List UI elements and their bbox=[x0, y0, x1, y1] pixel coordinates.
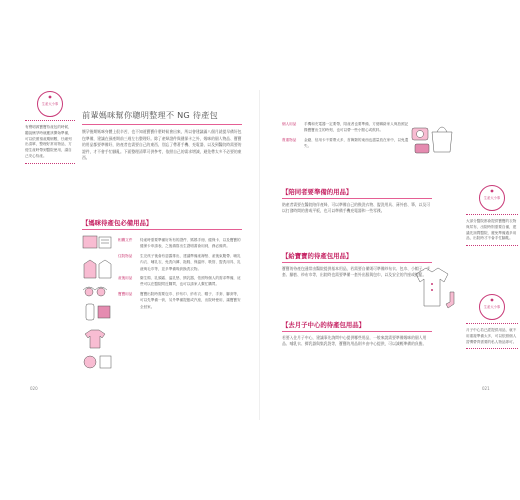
page-title: 前輩媽咪幫你聰明整理不 NG 待產包 bbox=[82, 110, 218, 120]
item-text: 金錢、信用卡不要帶太多，首飾類的東西也盡量放在家中，以免遺失。 bbox=[304, 137, 409, 149]
right-page bbox=[260, 0, 520, 500]
divider bbox=[466, 323, 518, 324]
side-note-text: 有聲明源寶寶待產包的時候，聽說懷孕時就應該開始準備，可以依照預產期倒數，仔細列出清單，整理好常用物品，方便生產時帶到醫院使用，讓自己安心待產。 bbox=[25, 125, 72, 158]
section-rule bbox=[282, 331, 432, 332]
bag-camera-illustration bbox=[410, 118, 456, 158]
item-text: 衛生棉、乳頭霜、溢乳墊、擠乳器，依照每個人的需求準備，這些可以在醫院附近購買，也可以請家人幫忙購買。 bbox=[140, 276, 241, 287]
list-item bbox=[118, 291, 242, 310]
flower-icon bbox=[48, 95, 52, 99]
item-list bbox=[118, 234, 242, 310]
page-number: 021 bbox=[482, 386, 490, 391]
divider bbox=[466, 214, 518, 215]
section-text: 陪產者需要在醫院陪伴產婦，可以準備自己的換洗衣物、盥洗用具、薄外套、筆，以及可以打發時間的書或平板，也可以準備手機充電器和一些零錢。 bbox=[282, 201, 431, 214]
section-heading: 【媽咪待產包必備用品】 bbox=[82, 219, 153, 227]
document-icon bbox=[83, 236, 111, 248]
tip-badge bbox=[479, 185, 505, 211]
flower-icon bbox=[490, 298, 494, 302]
item-key: 貴重物品 bbox=[282, 137, 297, 142]
side-note-text: 月子中心若已經提供用品，就不用重複準備太多，可以依照個人習慣帶齊需要的私人物品即可。 bbox=[466, 328, 517, 344]
item-key: 寶寶用品 bbox=[118, 291, 133, 296]
clothes-icon bbox=[84, 260, 111, 278]
item-key: 個人用品 bbox=[282, 122, 297, 126]
divider bbox=[25, 120, 75, 121]
wallet-icon bbox=[415, 144, 429, 153]
item-key: 產後用品 bbox=[118, 276, 133, 281]
bra-icon bbox=[83, 287, 107, 296]
page-title-block bbox=[82, 110, 242, 125]
section-text: 寶寶的待產包通常由醫院提供基本用品，若需要自備則可準備紗布衣、包巾、小帽子、手套、腳套、紗布巾等，出院時也需要準備一套外出服與包巾，以及安全的汽座或提籃。 bbox=[282, 265, 431, 278]
divider bbox=[25, 163, 75, 164]
divider bbox=[466, 245, 518, 246]
item-text: 寶寶出院時需要包巾、紗布巾、紗布衣、帽子、手套、腳套等，可以先準備一套，另外準備提籃或汽座，出院時使用，讓寶寶安全回家。 bbox=[140, 291, 241, 309]
list-item bbox=[118, 237, 242, 250]
baby-clothes-illustration bbox=[410, 266, 460, 314]
section-heading: 【給寶寶的待產包用品】 bbox=[282, 252, 353, 260]
baby-onesie-icon bbox=[85, 330, 105, 348]
page-number: 020 bbox=[30, 386, 38, 391]
bag-icon bbox=[432, 127, 452, 152]
item-key: 住院物品 bbox=[118, 253, 133, 258]
list-item bbox=[282, 121, 410, 134]
list-item bbox=[282, 137, 410, 150]
list-item bbox=[118, 275, 242, 288]
badge-label: 生產大小事 bbox=[41, 102, 59, 106]
upper-items bbox=[282, 118, 410, 150]
section-heading: 【陪同者要準備的用品】 bbox=[282, 188, 353, 196]
section-mom-essentials bbox=[82, 218, 242, 230]
badge-label: 生產大小事 bbox=[483, 196, 501, 200]
bottle-icon bbox=[86, 304, 110, 320]
bib-icon bbox=[84, 356, 111, 368]
right-side-note-1 bbox=[466, 185, 518, 246]
sock-icon bbox=[446, 292, 454, 308]
divider bbox=[466, 348, 518, 349]
left-side-note bbox=[25, 91, 75, 164]
item-text: 手機和充電器一定要帶，陪產者也要準備，方便聯絡家人與拍照記錄寶寶出生的時刻，也可以帶一些小點心或飲料。 bbox=[304, 122, 409, 133]
item-text: 生完孩子後會有惡露排出，建議準備產褥墊、產後束腹帶、哺乳內衣、哺乳衣、免洗內褲、拖鞋、保溫杯、吸管、盥洗用具、乳液與毛巾等，並多準備幾套換洗衣物。 bbox=[140, 253, 241, 271]
item-text: 待產時需要準備好所有的證件、媽媽手冊、健保卡、以及寶寶的健保卡申請表、之後填寫出生證明書會用到，務必備齊。 bbox=[140, 238, 241, 249]
tip-badge bbox=[37, 91, 63, 117]
section-text: 若要入住月子中心，建議事先詢問中心提供哪些用品，一般來說需要準備媽咪的個人用品、哺乳衣、擠乳器與集乳袋等，寶寶的用品則多由中心提供，可以減輕準備的負擔。 bbox=[282, 334, 427, 347]
section-companion bbox=[282, 187, 432, 215]
section-confinement-center bbox=[282, 320, 432, 348]
tip-badge bbox=[479, 294, 505, 320]
intro-paragraph: 懷孕後期媽咪身體上很辛苦，也不知道寶寶什麼時候會出來，所以會建議滿八個月就提早備好包包準備，建議在預產期前三週左右整理好。除了產婦證件與健保卡之外，媽咪的個人物品、寶寶的用品都要準備好，陪產者也需要自己的東西，別忘了帶著手機、充電器，以及到醫院時需要的證件，才不會手忙腳亂。下面整理清單可供參考，依照自己的需求增減，避免帶太多不必要的東西。 bbox=[82, 129, 242, 161]
camera-icon bbox=[412, 128, 428, 140]
side-note-text: 大部分醫院都會提供寶寶的衣物與尿布，出院時則需要自備，建議先詢問醫院，避免準備過多用品，出院時才不會手忙腳亂。 bbox=[466, 219, 517, 241]
section-rule bbox=[282, 262, 432, 263]
mom-items-illustration bbox=[80, 234, 116, 374]
section-heading: 【去月子中心的待產包用品】 bbox=[282, 321, 366, 329]
badge-label: 生產大小事 bbox=[483, 305, 501, 309]
flower-icon bbox=[490, 189, 494, 193]
item-key: 相關文件 bbox=[118, 238, 133, 242]
section-rule bbox=[282, 198, 432, 199]
list-item bbox=[118, 253, 242, 272]
title-rule bbox=[82, 124, 242, 125]
right-side-note-2 bbox=[466, 294, 518, 349]
section-rule bbox=[82, 229, 242, 230]
baby-shirt-icon bbox=[416, 268, 448, 306]
